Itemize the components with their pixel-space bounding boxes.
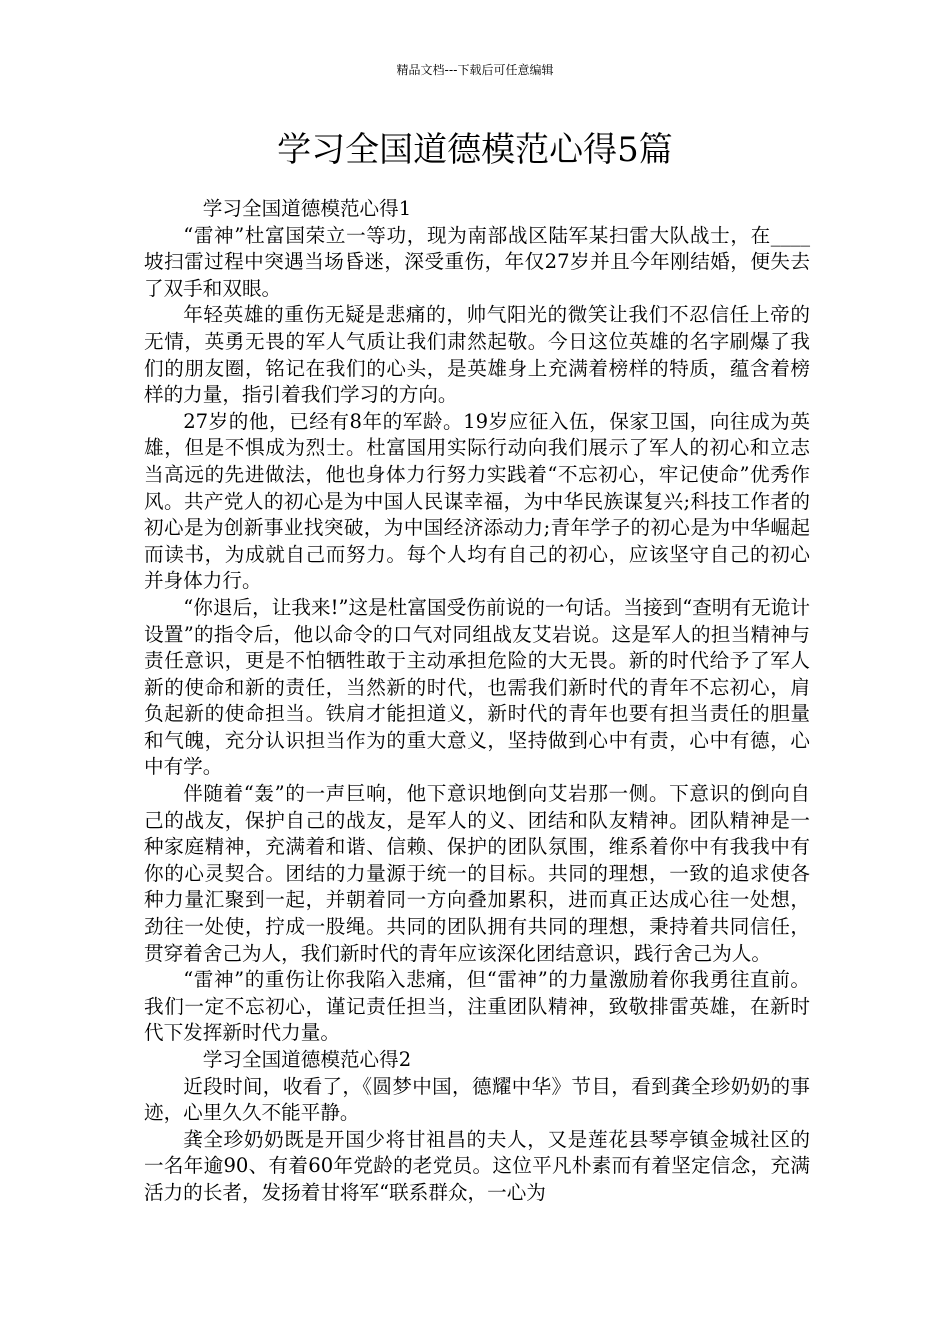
paragraph: 近段时间，收看了，《圆梦中国，德耀中华》节目，看到龚全珍奶奶的事迹，心里久久不能平静。 (144, 1074, 810, 1125)
section-heading-2: 学习全国道德模范心得2 (202, 1048, 412, 1071)
paragraph: 伴随着“轰”的一声巨响，他下意识地倒向艾岩那一侧。下意识的倒向自己的战友，保护自己的战友，是军人的义、团结和队友精神。团队精神是一种家庭精神，充满着和谐、信赖、保护的团队氛围，维系着你中有我我中有你的心灵契合。团结的力量源于统一的目标。共同的理想，一致的追求使各种力量汇聚到一起，并朝着同一方向叠加累积，进而真正达成心往一处想，劲往一处使，拧成一股绳。共同的团队拥有共同的理想，秉持着共同信任，贯穿着舍己为人，我们新时代的青年应该深化团结意识，践行舍己为人。 (144, 782, 810, 965)
document-title: 学习全国道德模范心得5篇 (277, 130, 673, 170)
section-heading-1: 学习全国道德模范心得1 (202, 197, 412, 220)
document-body (144, 196, 810, 1207)
paragraph: 年轻英雄的重伤无疑是悲痛的，帅气阳光的微笑让我们不忍信任上帝的无情，英勇无畏的军人气质让我们肃然起敬。今日这位英雄的名字刷爆了我们的朋友圈，铭记在我们的心头，是英雄身上充满着榜样的特质，蕴含着榜样的力量，指引着我们学习的方向。 (144, 303, 810, 407)
page-header-note: 精品文档---下载后可任意编辑 (396, 63, 554, 77)
paragraph: “雷神”的重伤让你我陷入悲痛，但“雷神”的力量激励着你我勇往直前。我们一定不忘初心，谨记责任担当，注重团队精神，致敬排雷英雄，在新时代下发挥新时代力量。 (144, 968, 810, 1045)
paragraph: 龚全珍奶奶既是开国少将甘祖昌的夫人，又是莲花县琴亭镇金城社区的一名年逾90、有着60年党龄的老党员。这位平凡朴素而有着坚定信念，充满活力的长者，发扬着甘将军“联系群众，一心为 (144, 1127, 810, 1204)
paragraph: “雷神”杜富国荣立一等功，现为南部战区陆军某扫雷大队战士，在____坡扫雷过程中突遇当场昏迷，深受重伤，年仅27岁并且今年刚结婚，便失去了双手和双眼。 (144, 223, 810, 300)
paragraph: 27岁的他，已经有8年的军龄。19岁应征入伍，保家卫国，向往成为英雄，但是不惧成为烈士。杜富国用实际行动向我们展示了军人的初心和立志当高远的先进做法，他也身体力行努力实践着“不忘初心，牢记使命”优秀作风。共产党人的初心是为中国人民谋幸福，为中华民族谋复兴;科技工作者的初心是为创新事业找突破，为中国经济添动力;青年学子的初心是为中华崛起而读书，为成就自己而努力。每个人均有自己的初心，应该坚守自己的初心并身体力行。 (144, 409, 810, 593)
paragraph: “你退后，让我来!”这是杜富国受伤前说的一句话。当接到“查明有无诡计设置”的指令后，他以命令的口气对同组战友艾岩说。这是军人的担当精神与责任意识，更是不怕牺牲敢于主动承担危险的大无畏。新的时代给予了军人新的使命和新的责任，当然新的时代，也需我们新时代的青年不忘初心，肩负起新的使命担当。铁肩才能担道义，新时代的青年也要有担当责任的胆量和气魄，充分认识担当作为的重大意义，坚持做到心中有责，心中有德，心中有学。 (144, 595, 810, 779)
